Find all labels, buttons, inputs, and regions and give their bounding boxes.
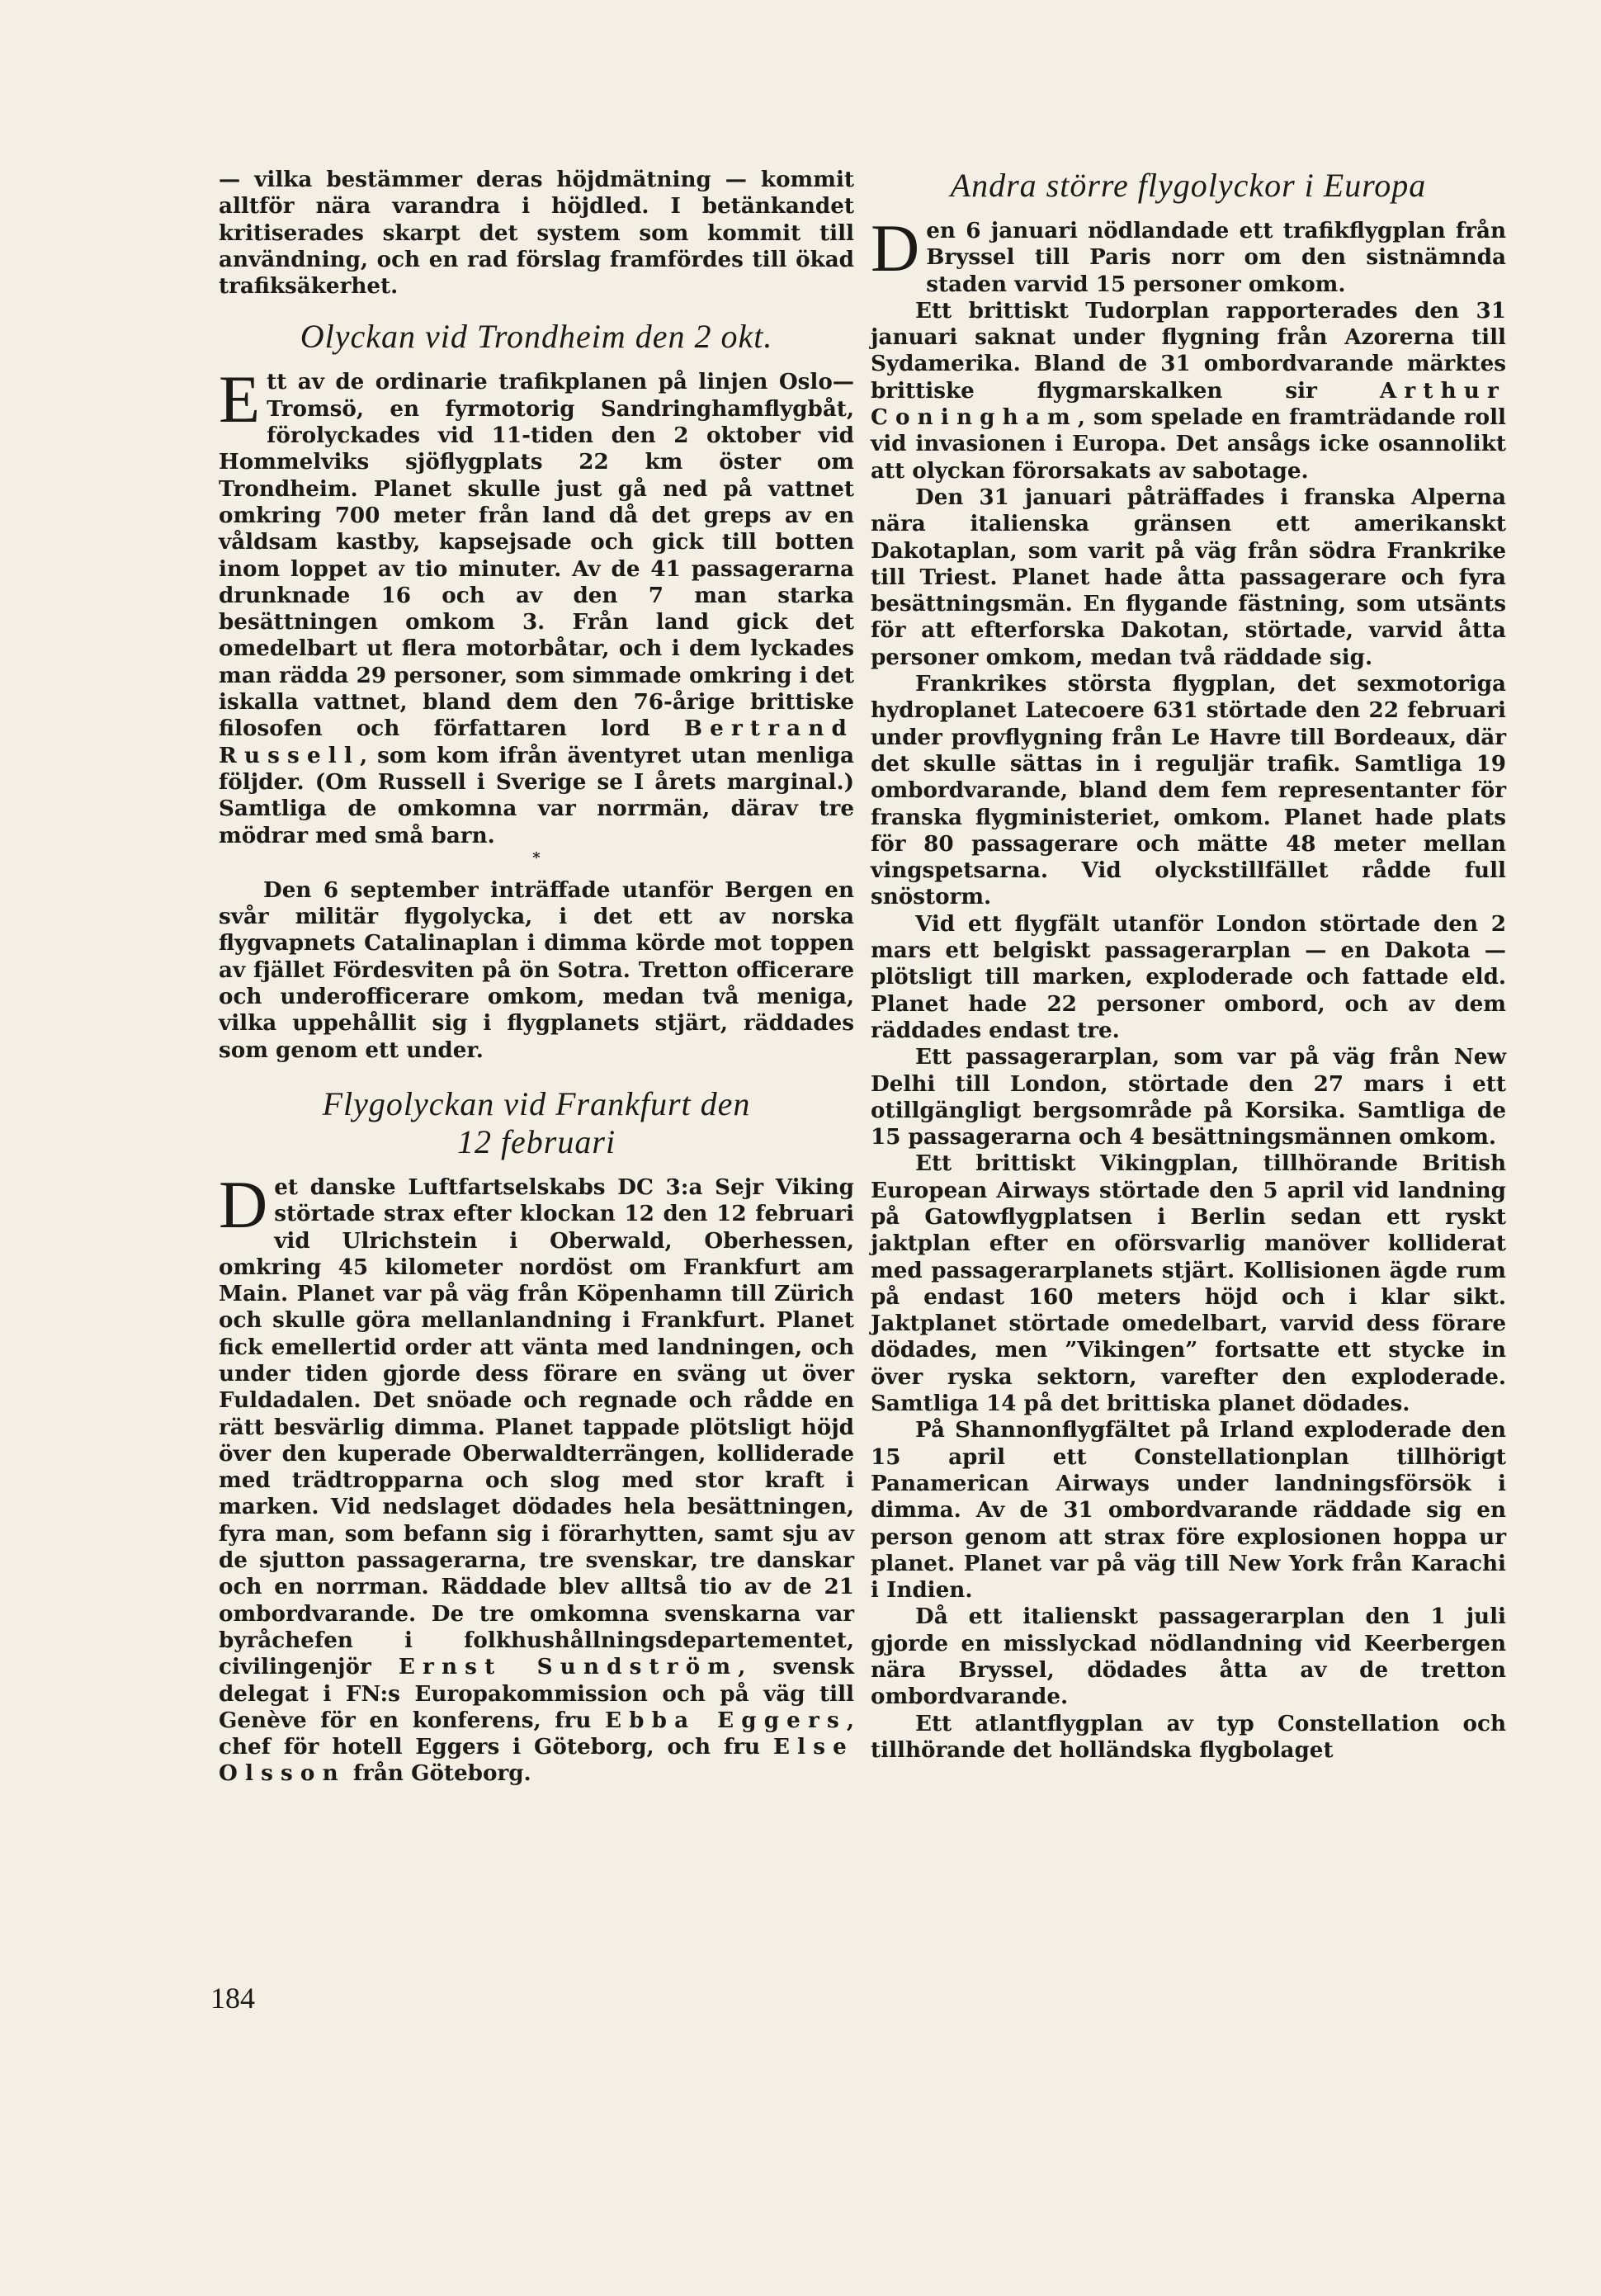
frankfurt-paragraph: Det danske Luftfartselskabs DC 3:a Sejr Viking störtade strax efter klockan 12 den 12 februari vid Ulrichstein i Oberwald, Oberhessen, omkring 45 kilometer nordöst om Frankfurt am Main. Planet var på väg från Köpenhamn till Zürich och skulle göra mellanlandning i Frankfurt. Planet fick emellertid order att vänta med landningen, och under tiden gjorde dess förare en sväng ut över Fuldadalen. Det snöade och regnade och rådde en rätt besvärlig dimma. Planet tappade plötsligt höjd över den kuperade Oberwaldterrängen, kolliderade med trädtropparna och slog med stor kraft i marken. Vid nedslaget dödades hela besättningen, fyra man, som befann sig i förarhytten, samt sju av de sjutton passagerarna, tre svenskar, tre danskar och en norrman. Räddade blev alltså tio av de 21 ombordvarande. De tre omkomna svenskarna var byråchefen i folkhushållningsdepartementet, civilingenjör Ernst Sundström, svensk delegat i FN:s Europakommission och på väg till Genève för en konferens, fru Ebba Eggers, chef för hotell Eggers i Göteborg, och fru Else Olsson från Göteborg. [219, 1166, 855, 1787]
trondheim-paragraph: Ett av de ordinarie trafikplanen på linjen Oslo—Tromsö, en fyrmotorig Sandringhamflygbåt, förolyckades vid 11-tiden den 2 oktober vid Hommelviks sjöflygplats 22 km öster om Trondheim. Planet skulle just gå ned på vattnet omkring 700 meter från land då det greps av en våldsam kastby, kapsejsade och gick till botten inom loppet av tio minuter. Av de 41 passagerarna drunknade 16 och av den 7 man starka besättningen omkom 3. Från land gick det omedelbart ut flera motorbåtar, och i dem lyckades man rädda 29 personer, som simmade omkring i det iskalla vattnet, bland dem den 76-årige brittiske filosofen och författaren lord Bertrand Russell, som kom ifrån äventyret utan menliga följder. (Om Russell i Sverige se I årets marginal.) Samtliga de omkomna var norrmän, därav tre mödrar med små barn. [219, 361, 854, 848]
trondheim-heading: Olyckan vid Trondheim den 2 okt. [300, 318, 773, 356]
paragraph-shannon: På Shannonflygfältet på Irland exploderade den 15 april ett Constellationplan tillhörigt Panamerican Airways under landningsförsök i dimma. Av de 31 ombordvarande räddade sig en person genom att strax före explosionen hoppa ur planet. Planet var på väg till New York från Karachi i Indien. [871, 1417, 1506, 1604]
person-name: Ernst Sundström [398, 1654, 739, 1680]
right-column [871, 167, 1506, 1764]
paragraph-constellation: Ett atlantflygplan av typ Constellation och tillhörande det holländska flygbolaget [871, 1710, 1506, 1763]
bergen-paragraph: Den 6 september inträffade utanför Bergen en svår militär flygolycka, i det ett av norska flygvapnets Catalinaplan i dimma körde mot toppen av fjället Fördesviten på ön Sotra. Tretton officerare och underofficerare omkom, medan två meniga, vilka uppehållit sig i flygplanets stjärt, räddades som genom ett under. [219, 876, 854, 1063]
frankfurt-heading-line-1: Flygolyckan vid Frankfurt den [322, 1084, 751, 1122]
paragraph-latecoere: Frankrikes största flygplan, det sexmotoriga hydroplanet Latecoere 631 störtade den 22 februari under provflygning från Le Havre till Bordeaux, där det skulle sättas in i reguljär trafik. Samtliga 19 ombordvarande, bland dem fem representanter för franska flygministeriet, omkom. Planet hade plats för 80 passagerare och mätte 48 meter mellan vingspetsarna. Vid olyckstillfället rådde full snöstorm. [871, 671, 1506, 910]
person-name: Ebba Eggers [605, 1707, 847, 1733]
paragraph-keerbergen: Då ett italienskt passagerarplan den 1 juli gjorde en misslyckad nödlandning vid Keerbergen nära Bryssel, dödades åtta av de tretton ombordvarande. [871, 1604, 1506, 1710]
paragraph-berlin: Ett brittiskt Vikingplan, tillhörande British European Airways störtade den 5 april vid landning på Gatowflygplatsen i Berlin sedan ett ryskt jaktplan efter en oförsvarlig manöver kolliderat med passagerarplanets stjärt. Kollisionen ägde rum på endast 160 meters höjd och i klar sikt. Jaktplanet störtade omedelbart, varvid dess förare dödades, men ”Vikingen” fortsatte ett stycke in över ryska sektorn, varefter den exploderade. Samtliga 14 på det brittiska planet dödades. [871, 1150, 1506, 1417]
europe-dropcap: D [871, 210, 920, 286]
frankfurt-heading-line-2: 12 februari [456, 1122, 616, 1160]
section-separator: * [532, 848, 541, 867]
paragraph-jan-6: Den 6 januari nödlandade ett trafikflygplan från Bryssel till Paris norr om den sistnämnda staden varvid 15 personer omkom. [871, 210, 1506, 297]
page-number: 184 [210, 1982, 255, 2015]
intro-paragraph: — vilka bestämmer deras höjdmätning — kommit alltför nära varandra i höjdled. I betänkandet kritiserades skarpt det system som kommit till användning, och en rad förslag framfördes till ökad trafiksäkerhet. [219, 167, 854, 300]
left-column [219, 167, 854, 1788]
paragraph-london: Vid ett flygfält utanför London störtade den 2 mars ett belgiskt passagerarplan — en Dakota — plötsligt till marken, exploderade och fattade eld. Planet hade 22 personer ombord, och av dem räddades endast tre. [871, 910, 1506, 1043]
paragraph-alps: Den 31 januari påträffades i franska Alperna nära italienska gränsen ett amerikanskt Dakotaplan, som varit på väg från södra Frankrike till Triest. Planet hade åtta passagerare och fyra besättningsmän. En flygande fästning, som utsänts för att efterforska Dakotan, störtade, varvid åtta personer omkom, medan två räddade sig. [871, 484, 1506, 670]
europe-heading: Andra större flygolyckor i Europa [950, 167, 1427, 204]
frankfurt-dropcap: D [219, 1166, 268, 1242]
paragraph-tudor: Ett brittiskt Tudorplan rapporterades den 31 januari saknat under flygning från Azorerna till Sydamerika. Bland de 31 ombordvarande märktes brittiske flygmarskalken sir Arthur Coningham, som spelade en framträdande roll vid invasionen i Europa. Det ansågs icke osannolikt att olyckan förorsakats av sabotage. [871, 297, 1506, 484]
trondheim-dropcap: E [219, 361, 261, 437]
person-name: Bertrand Russell [219, 716, 854, 768]
person-name: Arthur Coningham [871, 377, 1506, 431]
person-name: Else Olsson [219, 1734, 855, 1787]
paragraph-corsica: Ett passagerarplan, som var på väg från New Delhi till London, störtade den 27 mars i ett otillgängligt bergsområde på Korsika. Samtliga de 15 passagerarna och 4 besättningsmännen omkom. [871, 1044, 1506, 1150]
